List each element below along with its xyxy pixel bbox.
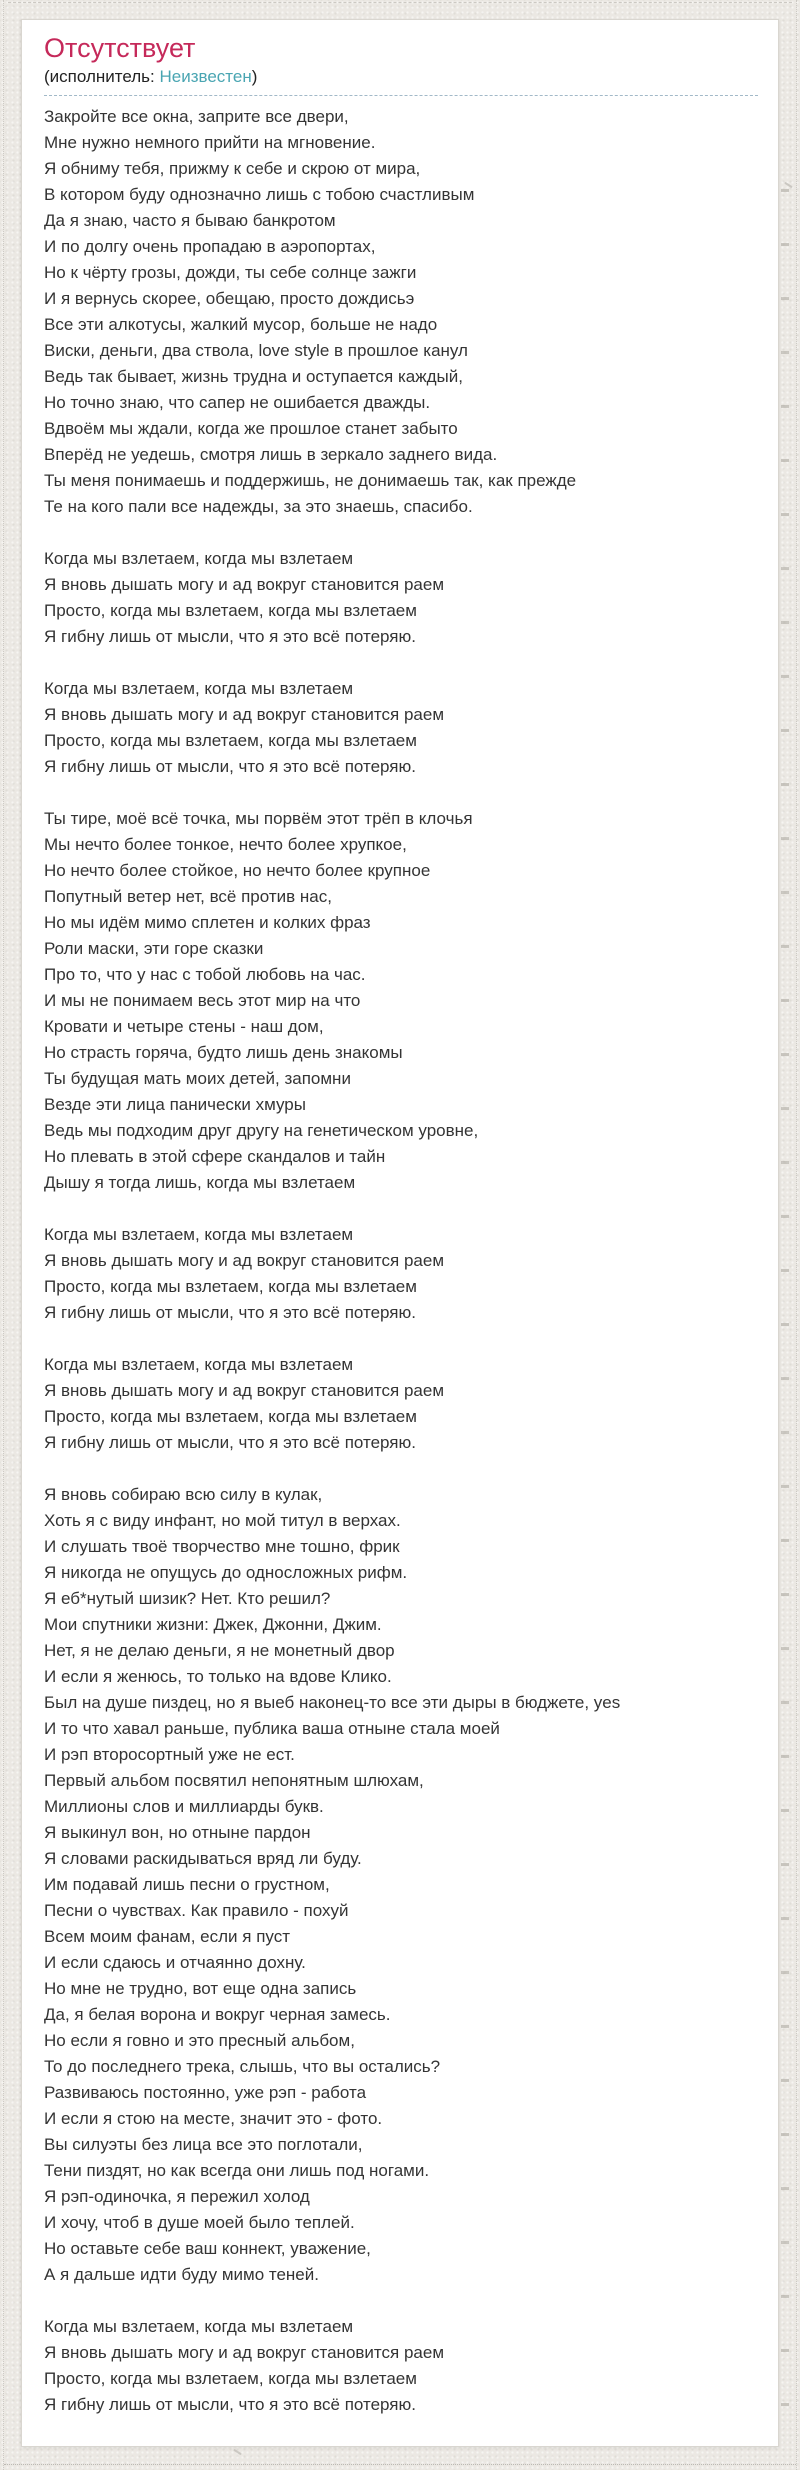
texture-scratch [233, 2449, 242, 2455]
lyric-line: Я вновь дышать могу и ад вокруг становится раем [44, 575, 445, 594]
lyric-line: Закройте все окна, заприте все двери, [44, 107, 349, 126]
lyric-line: Я никогда не опущусь до односложных рифм. [44, 1563, 408, 1582]
lyric-line: И слушать твоё творчество мне тошно, фрик [44, 1537, 400, 1556]
lyric-line: Хоть я с виду инфант, но мой титул в верхах. [44, 1511, 401, 1530]
lyric-line: Но мне не трудно, вот еще одна запись [44, 1979, 357, 1998]
lyric-line: И то что хавал раньше, публика ваша отныне стала моей [44, 1719, 500, 1738]
lyric-line: Просто, когда мы взлетаем, когда мы взлетаем [44, 1407, 417, 1426]
lyric-line: Нет, я не делаю деньги, я не монетный двор [44, 1641, 395, 1660]
lyric-line: Мои спутники жизни: Джек, Джонни, Джим. [44, 1615, 382, 1634]
lyric-line: Я вновь дышать могу и ад вокруг становится раем [44, 1251, 445, 1270]
lyric-line: Просто, когда мы взлетаем, когда мы взлетаем [44, 601, 417, 620]
lyric-line: В котором буду однозначно лишь с тобою счастливым [44, 185, 475, 204]
lyric-line: Мы нечто более тонкое, нечто более хрупкое, [44, 835, 407, 854]
lyric-line: Я гибну лишь от мысли, что я это всё потеряю. [44, 2395, 416, 2414]
right-stitch-marks [781, 140, 789, 2430]
top-dashed-divider [8, 2, 792, 3]
lyrics-card [21, 19, 779, 2447]
lyric-line: Ведь так бывает, жизнь трудна и оступается каждый, [44, 367, 463, 386]
lyric-line: Кровати и четыре стены - наш дом, [44, 1017, 324, 1036]
lyric-line: Мне нужно немного прийти на мгновение. [44, 133, 376, 152]
lyric-line: Миллионы слов и миллиарды букв. [44, 1797, 324, 1816]
bottom-dotted-divider [4, 2464, 796, 2465]
lyric-line: И если я стою на месте, значит это - фото. [44, 2109, 383, 2128]
lyric-line: Когда мы взлетаем, когда мы взлетаем [44, 679, 354, 698]
lyric-line: Я гибну лишь от мысли, что я это всё потеряю. [44, 757, 416, 776]
stanza [44, 806, 758, 1196]
lyric-line: Ты тире, моё всё точка, мы порвём этот трёп в клочья [44, 809, 473, 828]
artist-line [44, 66, 758, 88]
left-dotted-edge [3, 0, 4, 2470]
lyric-line: Когда мы взлетаем, когда мы взлетаем [44, 1225, 354, 1244]
stanza [44, 676, 758, 780]
stanza [44, 1222, 758, 1326]
lyric-line: Когда мы взлетаем, когда мы взлетаем [44, 2317, 354, 2336]
stanza [44, 104, 758, 520]
lyrics-text [44, 104, 758, 2418]
lyric-line: Песни о чувствах. Как правило - похуй [44, 1901, 349, 1920]
lyric-line: И хочу, чтоб в душе моей было теплей. [44, 2213, 355, 2232]
lyric-line: Я гибну лишь от мысли, что я это всё потеряю. [44, 1303, 416, 1322]
lyric-line: Попутный ветер нет, всё против нас, [44, 887, 332, 906]
lyric-line: Вперёд не уедешь, смотря лишь в зеркало заднего вида. [44, 445, 498, 464]
lyric-line: Когда мы взлетаем, когда мы взлетаем [44, 1355, 354, 1374]
lyric-line: Везде эти лица панически хмуры [44, 1095, 306, 1114]
lyric-line: Просто, когда мы взлетаем, когда мы взлетаем [44, 731, 417, 750]
lyric-line: Да я знаю, часто я бываю банкротом [44, 211, 336, 230]
lyric-line: И если я женюсь, то только на вдове Клико. [44, 1667, 392, 1686]
lyric-line: А я дальше идти буду мимо теней. [44, 2265, 319, 2284]
lyric-line: Просто, когда мы взлетаем, когда мы взлетаем [44, 1277, 417, 1296]
right-dotted-edge [796, 0, 797, 2470]
lyric-line: Я вновь дышать могу и ад вокруг становится раем [44, 1381, 445, 1400]
lyric-line: Виски, деньги, два ствола, love style в прошлое канул [44, 341, 468, 360]
lyric-line: Я вновь собираю всю силу в кулак, [44, 1485, 323, 1504]
lyric-line: Но точно знаю, что сапер не ошибается дважды. [44, 393, 431, 412]
lyric-line: Ведь мы подходим друг другу на генетическом уровне, [44, 1121, 479, 1140]
lyric-line: Вдвоём мы ждали, когда же прошлое станет забыто [44, 419, 458, 438]
lyric-line: Но если я говно и это пресный альбом, [44, 2031, 355, 2050]
lyric-line: И если сдаюсь и отчаянно дохну. [44, 1953, 306, 1972]
lyric-line: Но оставьте себе ваш коннект, уважение, [44, 2239, 371, 2258]
artist-suffix: ) [251, 67, 258, 86]
lyric-line: Ты будущая мать моих детей, запомни [44, 1069, 351, 1088]
lyric-line: Я вновь дышать могу и ад вокруг становится раем [44, 705, 445, 724]
lyric-line: Да, я белая ворона и вокруг черная замесь. [44, 2005, 391, 2024]
lyric-line: Первый альбом посвятил непонятным шлюхам, [44, 1771, 424, 1790]
lyric-line: Я гибну лишь от мысли, что я это всё потеряю. [44, 1433, 416, 1452]
artist-prefix: (исполнитель: [44, 67, 160, 86]
lyric-line: Я вновь дышать могу и ад вокруг становится раем [44, 2343, 445, 2362]
lyric-line: Про то, что у нас с тобой любовь на час. [44, 965, 366, 984]
lyric-line: Когда мы взлетаем, когда мы взлетаем [44, 549, 354, 568]
lyric-line: Но плевать в этой сфере скандалов и тайн [44, 1147, 386, 1166]
stanza [44, 2314, 758, 2418]
lyric-line: Я выкинул вон, но отныне пардон [44, 1823, 311, 1842]
lyric-line: Роли маски, эти горе сказки [44, 939, 264, 958]
lyric-line: Но мы идём мимо сплетен и колких фраз [44, 913, 371, 932]
lyric-line: Им подавай лишь песни о грустном, [44, 1875, 330, 1894]
lyric-line: Те на кого пали все надежды, за это знаешь, спасибо. [44, 497, 473, 516]
lyric-line: Был на душе пиздец, но я выеб наконец-то все эти дыры в бюджете, yes [44, 1693, 621, 1712]
lyric-line: Но к чёрту грозы, дожди, ты себе солнце зажги [44, 263, 417, 282]
lyric-line: Тени пиздят, но как всегда они лишь под ногами. [44, 2161, 430, 2180]
lyric-line: Я рэп-одиночка, я пережил холод [44, 2187, 310, 2206]
lyric-line: Я гибну лишь от мысли, что я это всё потеряю. [44, 627, 416, 646]
lyric-line: Я обниму тебя, прижму к себе и скрою от мира, [44, 159, 421, 178]
lyric-line: Развиваюсь постоянно, уже рэп - работа [44, 2083, 367, 2102]
lyric-line: Но страсть горяча, будто лишь день знакомы [44, 1043, 403, 1062]
lyric-line: И мы не понимаем весь этот мир на что [44, 991, 361, 1010]
lyric-line: Я словами раскидываться вряд ли буду. [44, 1849, 362, 1868]
lyric-line: То до последнего трека, слышь, что вы остались? [44, 2057, 441, 2076]
lyric-line: И рэп второсортный уже не ест. [44, 1745, 295, 1764]
stanza [44, 1352, 758, 1456]
stanza [44, 546, 758, 650]
lyric-line: Я еб*нутый шизик? Нет. Кто решил? [44, 1589, 331, 1608]
lyric-line: Все эти алкотусы, жалкий мусор, больше не надо [44, 315, 438, 334]
artist-link[interactable]: Неизвестен [159, 67, 252, 86]
lyric-line: Просто, когда мы взлетаем, когда мы взлетаем [44, 2369, 417, 2388]
dashed-separator [44, 95, 758, 96]
lyric-line: Ты меня понимаешь и поддержишь, не донимаешь так, как прежде [44, 471, 577, 490]
lyric-line: Дышу я тогда лишь, когда мы взлетаем [44, 1173, 356, 1192]
lyric-line: И я вернусь скорее, обещаю, просто дождисьэ [44, 289, 415, 308]
stanza [44, 1482, 758, 2288]
song-title: Отсутствует [44, 33, 196, 63]
lyric-line: Но нечто более стойкое, но нечто более крупное [44, 861, 431, 880]
lyric-line: Всем моим фанам, если я пуст [44, 1927, 290, 1946]
lyric-line: Вы силуэты без лица все это поглотали, [44, 2135, 363, 2154]
lyric-line: И по долгу очень пропадаю в аэропортах, [44, 237, 376, 256]
